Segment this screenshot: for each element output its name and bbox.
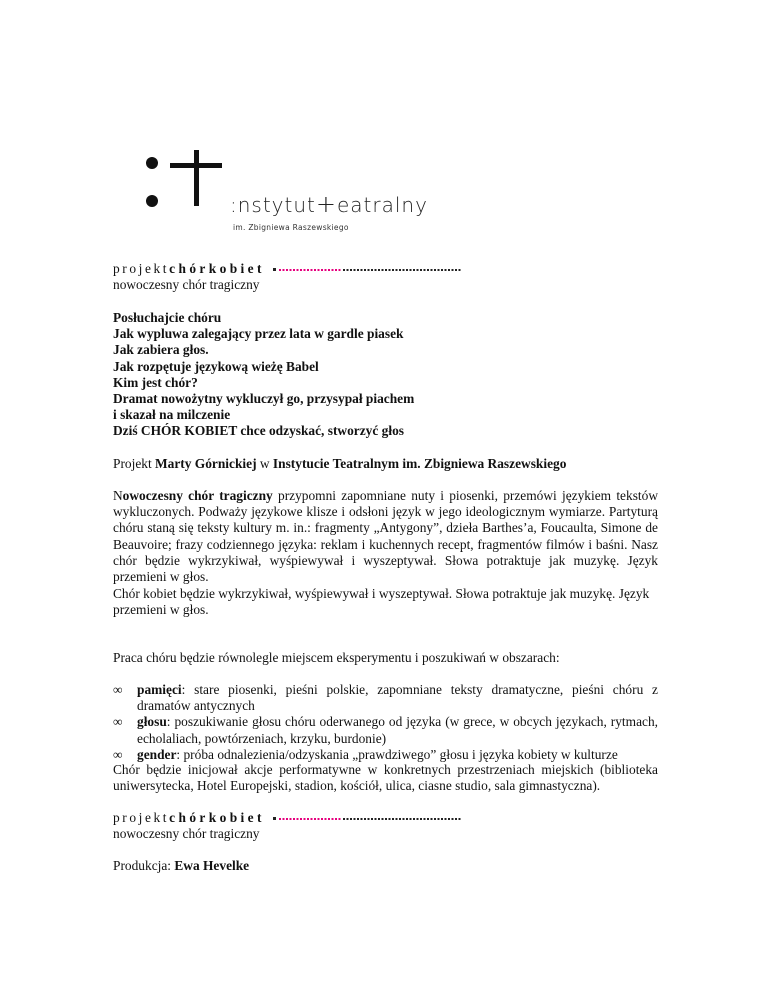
list-item: ∞ pamięci: stare piosenki, pieśni polskie, zapomniane teksty dramatyczne, pieśni chóru z dramatów antycznych [113,682,658,714]
poem-line: Kim jest chór? [113,374,198,390]
poem [113,310,658,440]
infinity-bullet-icon: ∞ [113,682,123,697]
areas-intro: Praca chóru będzie równolegle miejscem eksperymentu i poszukiwań w obszarach: [113,650,560,665]
poem-line: i skazał na milczenie [113,407,231,423]
choir-paragraph: Chór kobiet będzie wykrzykiwał, wyśpiewywał i wyszeptywał. Słowa potraktuje jak muzykę. Język przemieni w głos. [113,586,650,618]
poem-line: Jak rozpętuje językową wieżę Babel [113,358,319,374]
infinity-bullet-icon: ∞ [113,746,123,762]
poem-line: Dziś CHÓR KOBIET chce odzyskać, stworzyć głos [113,423,404,439]
project-subtitle: nowoczesny chór tragiczny [113,277,260,293]
logo-subtitle: im. Zbigniewa Raszewskiego [233,223,349,232]
production-credit: Produkcja: Ewa Hevelke [113,858,250,873]
poem-line: Jak wypluwa zalegający przez lata w gardle piasek [113,326,404,342]
logo-wordmark: :nstytut+eatralny [230,190,428,218]
logo-dot-bottom [146,195,158,207]
project-title: projektchórkobiet [113,810,658,826]
dotted-line [273,816,463,822]
poem-line: Posłuchajcie chóru [113,310,222,325]
project-header-footer [113,810,658,842]
dotted-line [273,267,463,273]
poem-line: Dramat nowożytny wykluczył go, przysypał piachem [113,391,415,407]
infinity-bullet-icon: ∞ [113,714,123,730]
areas-list [113,682,658,763]
list-item: ∞ głosu: poszukiwanie głosu chóru oderwanego od języka (w grece, w obcych językach, rytmach, echolaliach, powtórzeniach, krzyku, burdonie) [113,714,658,746]
logo-dot-top [146,157,158,169]
project-title: projektchórkobiet [113,261,658,277]
description-paragraph: Nowoczesny chór tragiczny przypomni zapomniane nuty i piosenki, przemówi językiem tekstów wykluczonych. Podważy językowe klisze i odsłoni język w jego ideologicznym wymiarze. Partyturą chóru staną się teksty kultury m. in.: fragmenty „Antygony”, dzieła Barthes’a, Foucaulta, Simone de Beauvoire; frazy codziennego języka: reklam i kuchennych recept, fragmentów filmów i baśni. Nasz chór będzie wykrzykiwał, wyśpiewywał i wyszeptywał. Słowa potraktuje jak muzykę. Język przemieni w głos. [113,488,658,585]
project-credit: Projekt Marty Górnickiej w Instytucie Teatralnym im. Zbigniewa Raszewskiego [113,456,567,471]
project-subtitle: nowoczesny chór tragiczny [113,826,260,842]
performative-actions-paragraph: Chór będzie inicjował akcje performatywne w konkretnych przestrzeniach miejskich (biblioteka uniwersytecka, Hotel Europejski, stadion, kościół, ulica, ciasne studio, sala gimnastyczna). [113,762,658,794]
list-item: ∞ gender: próba odnalezienia/odzyskania „prawdziwego” głosu i języka kobiety w kulturze [113,746,618,762]
project-header [113,261,658,293]
poem-line: Jak zabiera głos. [113,342,209,358]
logo-plus-vertical [194,150,199,206]
